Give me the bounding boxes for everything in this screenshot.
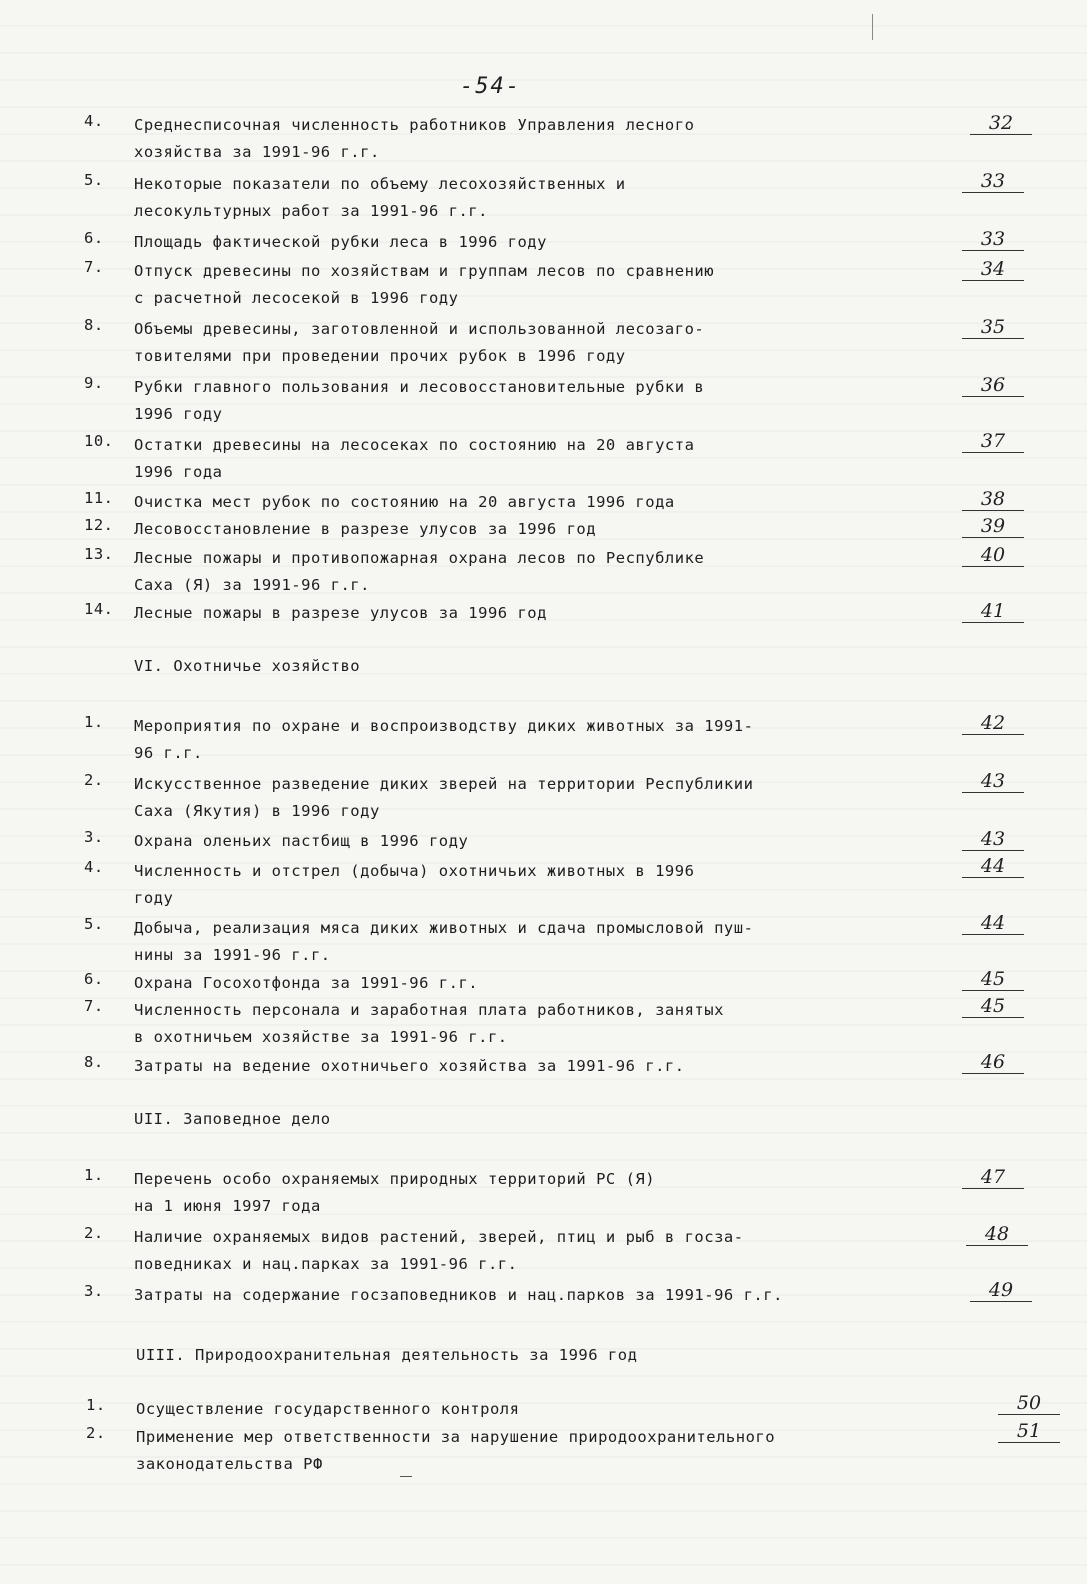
page-reference: 33 [962,228,1024,251]
page-reference: 44 [962,912,1024,935]
page-reference: 39 [962,515,1024,538]
page-reference: 48 [966,1223,1028,1246]
page-reference: 37 [962,430,1024,453]
page-reference: 34 [962,258,1024,281]
page-reference: 46 [962,1051,1024,1074]
page-reference: 38 [962,488,1024,511]
section-heading: VI. Охотничье хозяйство [134,657,361,675]
page-reference: 42 [962,712,1024,735]
section-heading: UIII. Природоохранительная деятельность за 1996 год [136,1346,638,1364]
page-reference: 40 [962,544,1024,567]
page-reference: 45 [962,995,1024,1018]
document-page: -54- 4. Среднесписочная численность работников Управления лесного хозяйства за 1991-96 г.г. 32 5. Некоторые показатели по объему лесохозяйственных и лесокультурных работ за 1991-96 г.г. 33 6. Площадь фактической рубки леса в 1996 году 33 7. Отпуск древесины по хозяйствам и группам лесов по сравнению с расчетной лесосекой в 1996 году 34 8. Объемы древесины, заготовленной и использованной лесозаго- товителями при проведении прочих рубок в 1996 году 35 9. Рубки главного пользования и лесовосстановительные рубки в 1996 году 36 10. Остатки древесины на лесосеках по состоянию на 20 августа 1996 года 37 11. Очистка мест рубок по состоянию на 20 августа 1996 года 38 12. Лесовосстановление в разрезе улусов за 1996 год 39 13. Лесные пожары и противопожарная охрана лесов по Республике Саха (Я) за 1991-96 г.г. 40 14. Лесные пожары в разрезе улусов за 1996 год 41 VI. Охотничье хозяйство 1. Мероприятия по охране и воспроизводству диких животных за 1991- 96 г.г. 42 2. Искусственное разведение диких зверей на территории Республикии Саха (Якутия) в 1996 году 43 3. Охрана оленьих пастбищ в 1996 году 43 4. Численность и отстрел (добыча) охотничьих животных в 1996 году 44 5. Добыча, реализация мяса диких животных и сдача промысловой пуш- нины за 1991-96 г.г. 44 6. Охрана Госохотфонда за 1991-96 г.г. 45 7. Численность персонала и заработная плата работников, занятых в охотничьем хозяйстве за 1991-96 г.г. 45 8. Затраты на ведение охотничьего хозяйства за 1991-96 г.г. 46 UII. Заповедное дело 1. Перечень особо охраняемых природных территорий РС (Я) на 1 июня 1997 года 47 2. Наличие охраняемых видов растений, зверей, птиц и рыб в госза- поведниках и нац.парках за 1991-96 г.г. 48 3. Затраты на содержание госзаповедников и нац.парков за 1991-96 г.г. 49 UIII. Природоохранительная деятельность за 1996 год 1. Осуществление государственного контроля 50 2. Применение мер ответственности за нарушение природоохранительного законодательства РФ 51 [0,0,1087,1584]
page-reference: 51 [998,1420,1060,1443]
page-number: -54- [460,74,521,99]
page-reference: 47 [962,1166,1024,1189]
stray-mark [872,14,873,40]
page-reference: 44 [962,855,1024,878]
page-reference: 33 [962,170,1024,193]
page-reference: 36 [962,374,1024,397]
page-reference: 35 [962,316,1024,339]
page-reference: 49 [970,1279,1032,1302]
page-reference: 45 [962,968,1024,991]
page-reference: 43 [962,770,1024,793]
stray-mark [400,1476,412,1477]
page-reference: 43 [962,828,1024,851]
section-heading: UII. Заповедное дело [134,1110,331,1128]
page-reference: 50 [998,1392,1060,1415]
page-reference: 32 [970,112,1032,135]
page-reference: 41 [962,600,1024,623]
